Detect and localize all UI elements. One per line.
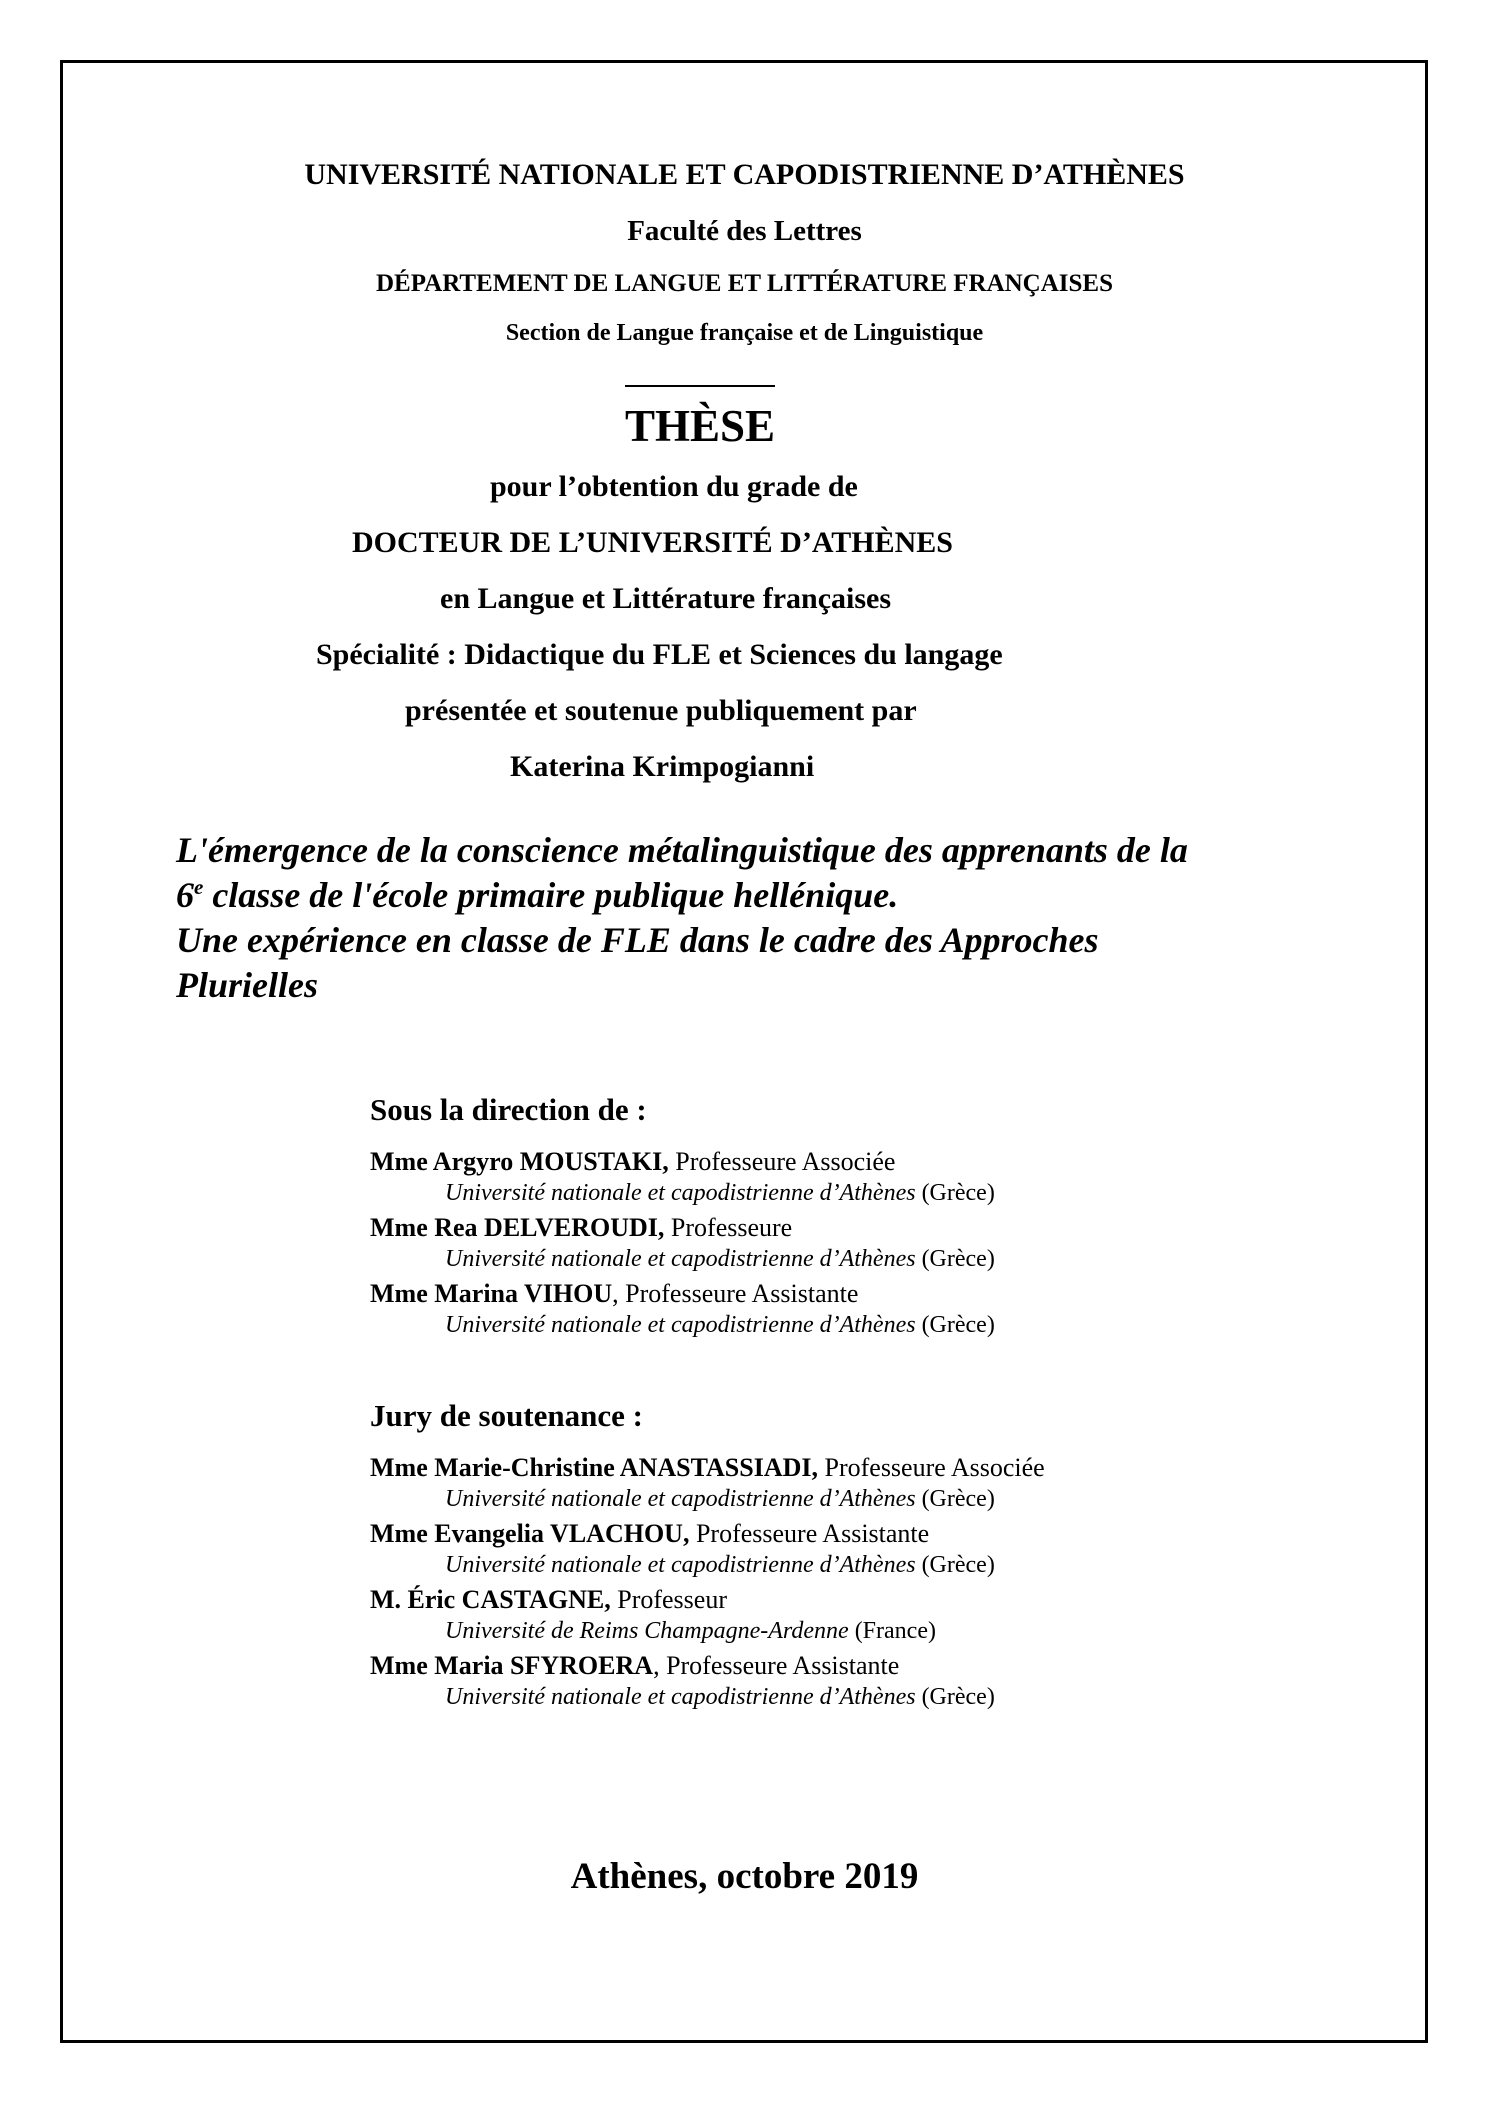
jury-affiliation xyxy=(445,1552,995,1579)
director-affiliation xyxy=(445,1180,995,1207)
title-line-2 xyxy=(176,873,1356,918)
title-line-1: L'émergence de la conscience métalinguistique des apprenants de la xyxy=(176,830,1188,870)
section-name: Section de Langue française et de Linguistique xyxy=(505,320,984,346)
jury-member-role: Professeure Assistante xyxy=(689,1519,930,1548)
title-line-3: Une expérience en classe de FLE dans le cadre des Approches xyxy=(176,920,1099,960)
jury-member-role: Professeur xyxy=(610,1585,727,1614)
director-name: Mme Argyro MOUSTAKI, xyxy=(370,1147,669,1176)
jury-member-name: Mme Maria SFYROERA xyxy=(370,1651,654,1680)
thesis-title xyxy=(176,828,1356,1008)
affiliation-name: Université nationale et capodistrienne d’Athènes xyxy=(445,1486,916,1512)
director-entry xyxy=(370,1279,858,1309)
director-role: Professeure xyxy=(664,1213,793,1242)
direction-heading: Sous la direction de : xyxy=(370,1092,647,1127)
jury-affiliation xyxy=(445,1684,995,1711)
specialty-line: Spécialité : Didactique du FLE et Sciences du langage xyxy=(316,638,1003,671)
affiliation-name: Université nationale et capodistrienne d’Athènes xyxy=(445,1552,916,1578)
place-and-date: Athènes, octobre 2019 xyxy=(570,1856,919,1897)
director-affiliation xyxy=(445,1246,995,1273)
jury-entry xyxy=(370,1519,929,1549)
title-ordinal: 6 xyxy=(176,875,194,915)
author-name: Katerina Krimpogianni xyxy=(510,750,815,783)
jury-affiliation xyxy=(445,1486,995,1513)
affiliation-name: Université nationale et capodistrienne d’Athènes xyxy=(445,1312,916,1338)
faculty-name: Faculté des Lettres xyxy=(627,215,862,247)
jury-entry xyxy=(370,1651,899,1681)
director-entry xyxy=(370,1147,895,1177)
jury-member-role: , Professeure Assistante xyxy=(653,1651,900,1680)
degree-line-3: en Langue et Littérature françaises xyxy=(440,582,892,615)
director-affiliation xyxy=(445,1312,995,1339)
title-line-2-rest: classe de l'école primaire publique hellénique. xyxy=(203,875,899,915)
jury-member-name: Mme Evangelia VLACHOU, xyxy=(370,1519,690,1548)
title-line-4: Plurielles xyxy=(176,965,318,1005)
director-role: , Professeure Assistante xyxy=(612,1279,859,1308)
jury-member-name: M. Éric CASTAGNE, xyxy=(370,1585,611,1614)
affiliation-country: (France) xyxy=(848,1618,936,1644)
separator-rule xyxy=(625,385,775,387)
affiliation-country: (Grèce) xyxy=(915,1552,995,1578)
affiliation-country: (Grèce) xyxy=(915,1684,995,1710)
affiliation-name: Université nationale et capodistrienne d’Athènes xyxy=(445,1180,916,1206)
title-ordinal-suffix: e xyxy=(194,875,204,899)
jury-affiliation xyxy=(445,1618,936,1645)
degree-line-2: DOCTEUR DE L’UNIVERSITÉ D’ATHÈNES xyxy=(352,526,953,559)
director-role: Professeure Associée xyxy=(668,1147,896,1176)
jury-heading: Jury de soutenance : xyxy=(370,1398,643,1433)
affiliation-country: (Grèce) xyxy=(915,1246,995,1272)
jury-member-name: Mme Marie-Christine ANASTASSIADI, xyxy=(370,1453,818,1482)
department-name: DÉPARTEMENT DE LANGUE ET LITTÉRATURE FRANÇAISES xyxy=(376,270,1113,297)
affiliation-name: Université de Reims Champagne-Ardenne xyxy=(445,1618,849,1644)
affiliation-name: Université nationale et capodistrienne d’Athènes xyxy=(445,1246,916,1272)
university-name: UNIVERSITÉ NATIONALE ET CAPODISTRIENNE D’ATHÈNES xyxy=(304,158,1185,191)
director-name: Mme Rea DELVEROUDI, xyxy=(370,1213,665,1242)
degree-line-1: pour l’obtention du grade de xyxy=(490,470,858,503)
affiliation-country: (Grèce) xyxy=(915,1180,995,1206)
director-name: Mme Marina VIHOU xyxy=(370,1279,613,1308)
presented-by-line: présentée et soutenue publiquement par xyxy=(405,694,917,727)
affiliation-name: Université nationale et capodistrienne d’Athènes xyxy=(445,1684,916,1710)
jury-member-role: Professeure Associée xyxy=(818,1453,1045,1482)
affiliation-country: (Grèce) xyxy=(915,1312,995,1338)
thesis-label: THÈSE xyxy=(625,401,776,451)
page-border xyxy=(60,60,1428,2043)
affiliation-country: (Grèce) xyxy=(915,1486,995,1512)
director-entry xyxy=(370,1213,792,1243)
jury-entry xyxy=(370,1585,727,1615)
jury-entry xyxy=(370,1453,1045,1483)
